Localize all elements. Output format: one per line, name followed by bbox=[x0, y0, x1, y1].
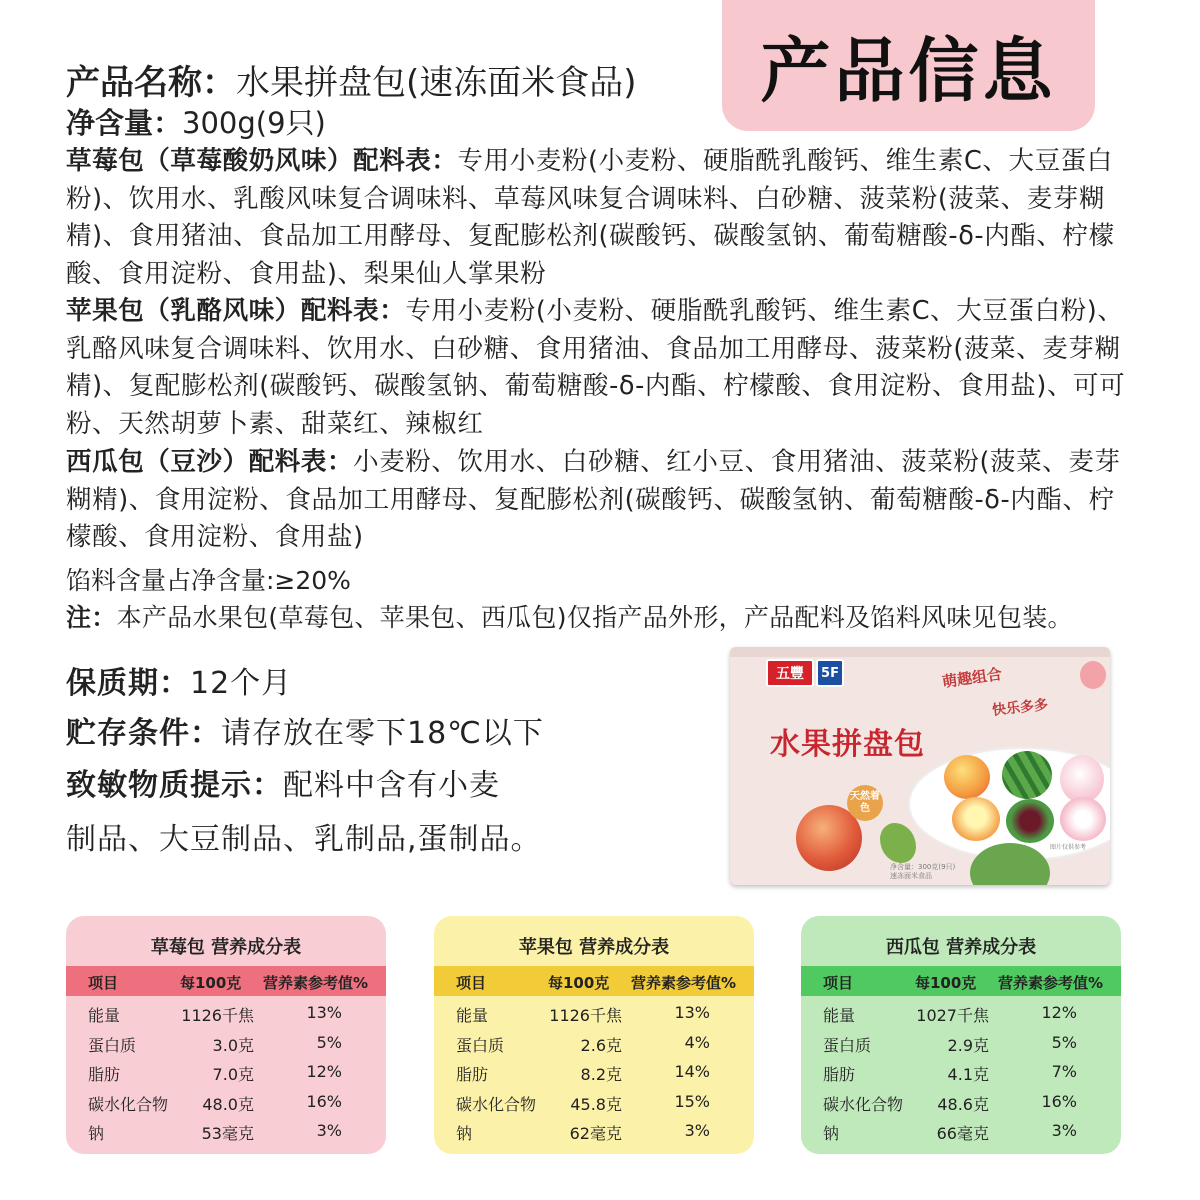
section-badge bbox=[722, 0, 1095, 131]
nutrition-header-cell: 每100克 bbox=[180, 974, 242, 992]
nutrition-row bbox=[66, 1118, 386, 1147]
nutrition-cell: 15% bbox=[674, 1091, 710, 1111]
watermelon-bun-illustration bbox=[1002, 751, 1052, 799]
nutrition-cell: 2.9克 bbox=[947, 1035, 989, 1055]
package-title: 水果拼盘包 bbox=[770, 727, 925, 762]
product-name-value: 水果拼盘包(速冻面米食品) bbox=[236, 63, 637, 103]
ingredients-label: 西瓜包（豆沙）配料表： bbox=[66, 447, 354, 477]
product-name-line bbox=[66, 55, 637, 104]
nutrition-cell: 53毫克 bbox=[201, 1124, 254, 1143]
net-content-value: 300g(9只) bbox=[182, 106, 326, 140]
nutrition-header-cell: 项目 bbox=[823, 974, 854, 992]
nutrition-cell: 7% bbox=[1051, 1062, 1077, 1081]
strawberry-deco-illustration bbox=[1080, 661, 1106, 689]
nutrition-cell: 3% bbox=[316, 1121, 342, 1140]
nutrition-header-cell: 营养素参考值% bbox=[631, 974, 737, 992]
storage-line bbox=[66, 708, 544, 752]
filling-content: 馅料含量占净含量:≥20% bbox=[66, 566, 351, 595]
nutrition-cell: 48.6克 bbox=[937, 1094, 989, 1114]
nutrition-header-cell: 营养素参考值% bbox=[998, 974, 1104, 992]
nutrition-header-cell: 每100克 bbox=[548, 974, 610, 992]
nutrition-cell: 14% bbox=[674, 1062, 710, 1081]
nutrition-table-strawberry bbox=[66, 916, 386, 1154]
nutrition-row bbox=[66, 1059, 386, 1088]
shelf-life-line bbox=[66, 658, 292, 702]
nutrition-cell: 能量 bbox=[88, 1006, 121, 1025]
nutrition-cell: 3% bbox=[684, 1121, 710, 1140]
nutrition-row bbox=[434, 1000, 754, 1029]
brand-logo-5f: 5F bbox=[816, 659, 844, 687]
nutrition-cell: 1126千焦 bbox=[181, 1006, 254, 1025]
package-category: 速冻面米食品 bbox=[890, 872, 932, 880]
nutrition-cell: 3.0克 bbox=[212, 1035, 254, 1055]
nutrition-cell: 7.0克 bbox=[212, 1065, 254, 1084]
nutrition-cell: 4.1克 bbox=[947, 1065, 989, 1084]
package-seal bbox=[730, 647, 1110, 657]
nutrition-cell: 5% bbox=[316, 1032, 342, 1052]
shelf-life-label: 保质期： bbox=[66, 666, 190, 701]
nutrition-cell: 8.2克 bbox=[580, 1065, 622, 1084]
package-net-text: 净含量：300克(9只) bbox=[890, 863, 956, 871]
nutrition-cell: 脂肪 bbox=[88, 1065, 121, 1084]
nutrition-table-header bbox=[66, 966, 386, 996]
nutrition-table-title: 西瓜包 营养成分表 bbox=[885, 937, 1037, 958]
nutrition-cell: 能量 bbox=[456, 1006, 489, 1025]
nutrition-cell: 48.0克 bbox=[202, 1094, 254, 1114]
nutrition-row bbox=[801, 1089, 1121, 1118]
storage-value: 请存放在零下18℃以下 bbox=[221, 716, 544, 751]
nutrition-header-cell: 项目 bbox=[456, 974, 487, 992]
nutrition-row bbox=[434, 1089, 754, 1118]
nutrition-cell: 脂肪 bbox=[823, 1065, 856, 1084]
nutrition-cell: 钠 bbox=[823, 1124, 840, 1143]
nutrition-header-cell: 项目 bbox=[88, 974, 119, 992]
note-text: 本产品水果包(草莓包、苹果包、西瓜包)仅指产品外形，产品配料及馅料风味见包装。 bbox=[116, 603, 1073, 632]
nutrition-header-cell: 营养素参考值% bbox=[263, 974, 369, 992]
nutrition-cell: 12% bbox=[306, 1062, 342, 1081]
ingredients-text: 专用小麦粉(小麦粉、硬脂酰乳酸钙、维生素C、大豆蛋白粉)、饮用水、乳酸风味复合调味料、草莓风味复合调味料、白砂糖、菠菜粉(菠菜、麦芽糊精)、食用猪油、食品加工用酵母、复配膨松剂(碳酸钙、碳酸氢钠、葡萄糖酸-δ-内酯、柠檬酸、食用淀粉、食用盐)、梨果仙人掌果粉 bbox=[66, 146, 1115, 289]
nutrition-cell: 脂肪 bbox=[456, 1065, 489, 1084]
nutrition-cell: 13% bbox=[306, 1003, 342, 1022]
ingredients-text: 专用小麦粉(小麦粉、硬脂酰乳酸钙、维生素C、大豆蛋白粉)、乳酪风味复合调味料、饮用水、白砂糖、食用猪油、食品加工用酵母、菠菜粉(菠菜、麦芽糊精)、复配膨松剂(碳酸钙、碳酸氢钠、葡萄糖酸-δ-内酯、柠檬酸、食用淀粉、食用盐)、可可粉、天然胡萝卜素、甜菜红、辣椒红 bbox=[66, 296, 1126, 439]
nutrition-cell: 钠 bbox=[456, 1124, 473, 1143]
storage-label: 贮存条件： bbox=[66, 716, 221, 751]
nutrition-table-header bbox=[434, 966, 754, 996]
nutrition-cell: 4% bbox=[684, 1032, 710, 1052]
nutrition-table-header bbox=[801, 966, 1121, 996]
package-net-content bbox=[890, 863, 955, 881]
ingredients-strawberry bbox=[66, 143, 1128, 293]
allergen-line-2: 制品、大豆制品、乳制品,蛋制品。 bbox=[66, 822, 542, 857]
nutrition-cell: 16% bbox=[306, 1091, 342, 1111]
ingredients-label: 苹果包（乳酪风味）配料表： bbox=[66, 296, 406, 326]
red-bean-bun-illustration bbox=[1006, 799, 1054, 843]
nutrition-cell: 碳水化合物 bbox=[823, 1094, 904, 1114]
nutrition-cell: 碳水化合物 bbox=[456, 1094, 537, 1114]
nutrition-cell: 12% bbox=[1041, 1003, 1077, 1022]
shelf-life-value: 12个月 bbox=[190, 666, 293, 701]
strawberry-bun-illustration bbox=[1060, 755, 1104, 803]
nutrition-row bbox=[801, 1118, 1121, 1147]
nutrition-cell: 1126千焦 bbox=[549, 1006, 622, 1025]
note-label: 注： bbox=[66, 603, 117, 632]
nutrition-table-title: 苹果包 营养成分表 bbox=[518, 937, 670, 958]
ingredients-watermelon bbox=[66, 444, 1128, 557]
nutrition-cell: 66毫克 bbox=[936, 1124, 989, 1143]
nutrition-cell: 16% bbox=[1041, 1091, 1077, 1111]
package-slogan: 萌趣组合 bbox=[941, 664, 1004, 692]
nutrition-table-title: 草莓包 营养成分表 bbox=[150, 937, 302, 958]
nutrition-row bbox=[66, 1089, 386, 1118]
nutrition-row bbox=[801, 1059, 1121, 1088]
nutrition-cell: 能量 bbox=[823, 1006, 856, 1025]
nutrition-header-cell: 每100克 bbox=[915, 974, 977, 992]
package-image-note: 图片仅供参考 bbox=[1050, 844, 1087, 851]
package-image bbox=[730, 647, 1110, 885]
nutrition-cell: 1027千焦 bbox=[916, 1006, 989, 1025]
product-name-label: 产品名称： bbox=[66, 63, 236, 103]
ingredients-label: 草莓包（草莓酸奶风味）配料表： bbox=[66, 146, 458, 176]
nutrition-cell: 蛋白质 bbox=[88, 1035, 137, 1055]
nutrition-cell: 2.6克 bbox=[580, 1035, 622, 1055]
badge-title: 产品信息 bbox=[760, 30, 1057, 112]
pink-bun-illustration bbox=[1060, 797, 1106, 841]
nutrition-table-watermelon bbox=[801, 916, 1121, 1154]
nutrition-row bbox=[801, 1030, 1121, 1059]
net-content-label: 净含量： bbox=[66, 106, 183, 140]
nutrition-row bbox=[434, 1059, 754, 1088]
nutrition-cell: 钠 bbox=[88, 1124, 105, 1143]
nutrition-cell: 45.8克 bbox=[570, 1094, 622, 1114]
nutrition-row bbox=[801, 1000, 1121, 1029]
package-slogan-2: 快乐多多 bbox=[991, 697, 1049, 719]
nutrition-row bbox=[66, 1030, 386, 1059]
ingredients-apple bbox=[66, 293, 1128, 443]
nutrition-cell: 62毫克 bbox=[569, 1124, 622, 1143]
nutrition-cell: 蛋白质 bbox=[823, 1035, 872, 1055]
nutrition-cell: 13% bbox=[674, 1003, 710, 1022]
peach-bun-illustration bbox=[944, 755, 990, 799]
nutrition-cell: 蛋白质 bbox=[456, 1035, 505, 1055]
brand-logo: 五豐 bbox=[766, 659, 814, 687]
allergen-value: 配料中含有小麦 bbox=[283, 768, 500, 803]
nutrition-row bbox=[66, 1000, 386, 1029]
leaf-illustration bbox=[880, 823, 916, 863]
note-line bbox=[66, 598, 1073, 634]
nutrition-cell: 碳水化合物 bbox=[88, 1094, 169, 1114]
natural-color-tag: 天然着色 bbox=[847, 785, 883, 821]
allergen-label: 致敏物质提示： bbox=[66, 768, 283, 803]
nutrition-table-apple bbox=[434, 916, 754, 1154]
net-content-line bbox=[66, 101, 326, 142]
ingredients-text: 小麦粉、饮用水、白砂糖、红小豆、食用猪油、菠菜粉(菠菜、麦芽糊精)、食用淀粉、食品加工用酵母、复配膨松剂(碳酸钙、碳酸氢钠、葡萄糖酸-δ-内酯、柠檬酸、食用淀粉、食用盐) bbox=[66, 447, 1121, 553]
nutrition-row bbox=[434, 1030, 754, 1059]
allergen-line bbox=[66, 760, 500, 804]
cut-bun-illustration bbox=[952, 797, 1000, 841]
nutrition-cell: 3% bbox=[1051, 1121, 1077, 1140]
nutrition-cell: 5% bbox=[1051, 1032, 1077, 1052]
nutrition-row bbox=[434, 1118, 754, 1147]
